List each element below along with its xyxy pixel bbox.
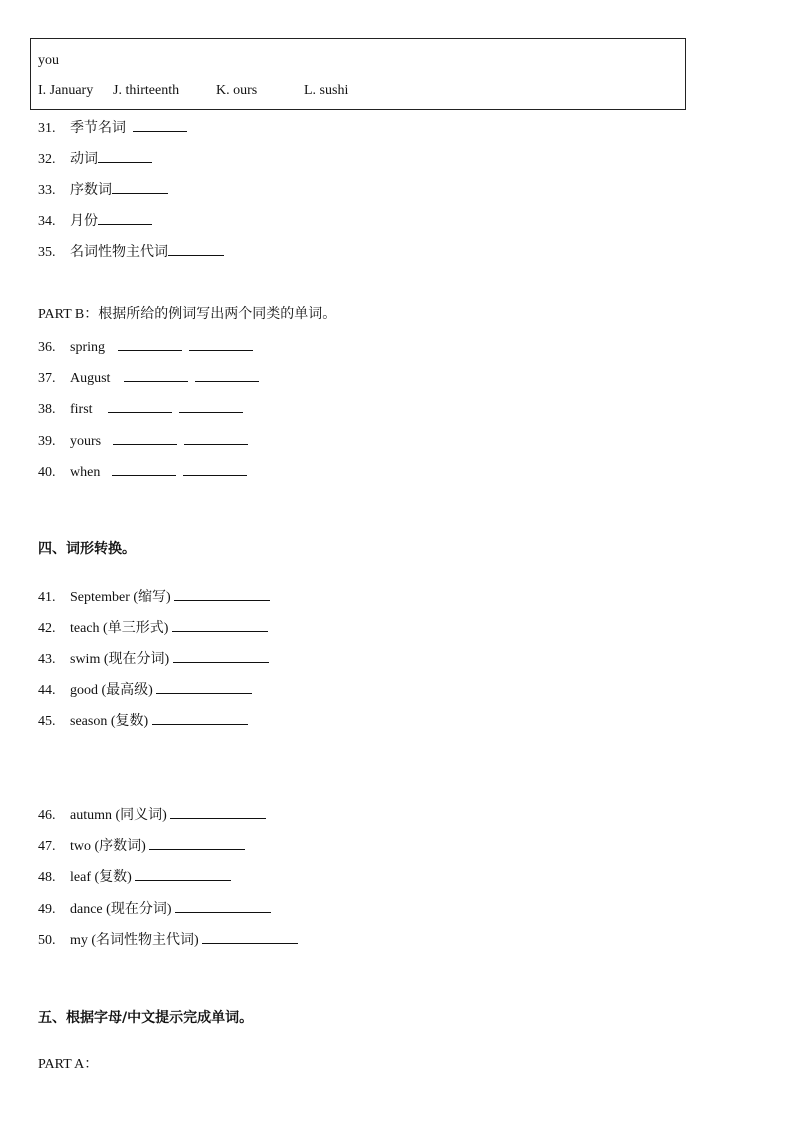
question-39: 39. yours xyxy=(38,432,248,451)
question-38: 38. first xyxy=(38,400,243,419)
question-47: 47. two (序数词) xyxy=(38,837,245,856)
question-50: 50. my (名词性物主代词) xyxy=(38,931,298,950)
answer-blank[interactable] xyxy=(174,588,270,601)
answer-blank[interactable] xyxy=(152,712,248,725)
answer-blank[interactable] xyxy=(112,463,176,476)
word-bank-you: you xyxy=(38,53,59,68)
option-k: K. ours xyxy=(216,83,258,98)
question-40: 40. when xyxy=(38,463,247,482)
answer-blank[interactable] xyxy=(98,212,152,225)
answer-blank[interactable] xyxy=(149,837,245,850)
section-5-part-a: PART A： xyxy=(38,1057,99,1072)
question-37: 37. August xyxy=(38,369,259,388)
answer-blank[interactable] xyxy=(172,619,268,632)
answer-blank[interactable] xyxy=(156,681,252,694)
option-j: J. thirteenth xyxy=(113,83,180,98)
answer-blank[interactable] xyxy=(202,931,298,944)
answer-blank[interactable] xyxy=(112,181,168,194)
option-l: L. sushi xyxy=(304,83,349,98)
word-bank-box xyxy=(30,38,686,110)
answer-blank[interactable] xyxy=(98,150,152,163)
section-4-title: 四、词形转换。 xyxy=(38,541,136,557)
answer-blank[interactable] xyxy=(118,338,182,351)
answer-blank[interactable] xyxy=(189,338,253,351)
question-46: 46. autumn (同义词) xyxy=(38,806,266,825)
question-42: 42. teach (单三形式) xyxy=(38,619,268,638)
answer-blank[interactable] xyxy=(183,463,247,476)
answer-blank[interactable] xyxy=(168,243,224,256)
answer-blank[interactable] xyxy=(184,432,248,445)
question-48: 48. leaf (复数) xyxy=(38,868,231,887)
question-33: 33. 序数词 xyxy=(38,181,168,200)
question-44: 44. good (最高级) xyxy=(38,681,252,700)
part-b-title: PART B：根据所给的例词写出两个同类的单词。 xyxy=(38,307,337,322)
answer-blank[interactable] xyxy=(108,400,172,413)
word-bank-options xyxy=(38,83,678,101)
answer-blank[interactable] xyxy=(170,806,266,819)
question-45: 45. season (复数) xyxy=(38,712,248,731)
answer-blank[interactable] xyxy=(179,400,243,413)
question-34: 34. 月份 xyxy=(38,212,152,231)
answer-blank[interactable] xyxy=(133,119,187,132)
section-5-title: 五、根据字母/中文提示完成单词。 xyxy=(38,1010,254,1026)
answer-blank[interactable] xyxy=(113,432,177,445)
answer-blank[interactable] xyxy=(135,868,231,881)
question-43: 43. swim (现在分词) xyxy=(38,650,269,669)
question-49: 49. dance (现在分词) xyxy=(38,900,271,919)
question-36: 36. spring xyxy=(38,338,253,357)
question-41: 41. September (缩写) xyxy=(38,588,270,607)
answer-blank[interactable] xyxy=(175,900,271,913)
question-31: 31. 季节名词 xyxy=(38,119,187,138)
question-35: 35. 名词性物主代词 xyxy=(38,243,224,262)
option-i: I. January xyxy=(38,83,94,98)
answer-blank[interactable] xyxy=(173,650,269,663)
answer-blank[interactable] xyxy=(124,369,188,382)
question-32: 32. 动词 xyxy=(38,150,152,169)
answer-blank[interactable] xyxy=(195,369,259,382)
